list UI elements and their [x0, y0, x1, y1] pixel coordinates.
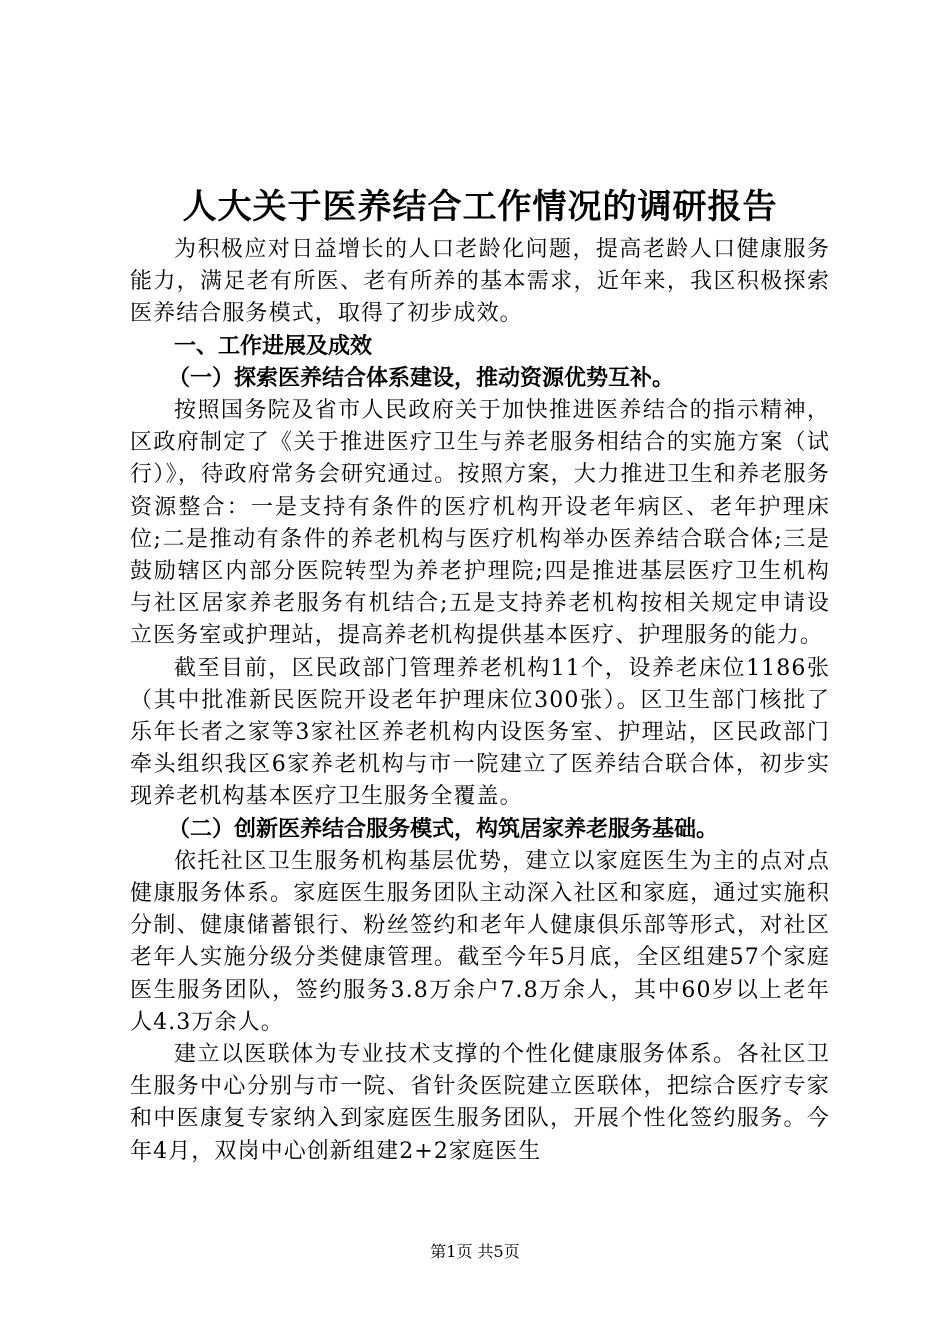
- body-paragraph: 依托社区卫生服务机构基层优势，建立以家庭医生为主的点对点健康服务体系。家庭医生服务团队主动深入社区和家庭，通过实施积分制、健康储蓄银行、粉丝签约和老年人健康俱乐部等形式，对社区老年人实施分级分类健康管理。截至今年5月底，全区组建57个家庭医生服务团队，签约服务3.8万余户7.8万余人，其中60岁以上老年人4.3万余人。: [130, 848, 830, 1035]
- page-footer: 第1页 共5页: [430, 1242, 520, 1261]
- subsection-heading-2: （二）创新医养结合服务模式，构筑居家养老服务基础。: [168, 816, 719, 842]
- document-title: 人大关于医养结合工作情况的调研报告: [182, 187, 778, 227]
- section-heading-1: 一、工作进展及成效: [174, 333, 373, 359]
- subsection-heading-1: （一）探索医养结合体系建设，推动资源优势互补。: [168, 365, 675, 391]
- intro-paragraph: 为积极应对日益增长的人口老龄化问题，提高老龄人口健康服务能力，满足老有所医、老有所养的基本需求，近年来，我区积极探索医养结合服务模式，取得了初步成效。: [130, 237, 830, 327]
- document-page: [130, 182, 830, 1168]
- body-paragraph: 按照国务院及省市人民政府关于加快推进医养结合的指示精神，区政府制定了《关于推进医疗卫生与养老服务相结合的实施方案（试行）》，待政府常务会研究通过。按照方案，大力推进卫生和养老服务资源整合：一是支持有条件的医疗机构开设老年病区、老年护理床位;二是推动有条件的养老机构与医疗机构举办医养结合联合体;三是鼓励辖区内部分医院转型为养老护理院;四是推进基层医疗卫生机构与社区居家养老服务有机结合;五是支持养老机构按相关规定申请设立医务室或护理站，提高养老机构提供基本医疗、护理服务的能力。: [130, 398, 830, 649]
- body-paragraph: 建立以医联体为专业技术支撑的个性化健康服务体系。各社区卫生服务中心分别与市一院、省针灸医院建立医联体，把综合医疗专家和中医康复专家纳入到家庭医生服务团队，开展个性化签约服务。今年4月，双岗中心创新组建2+2家庭医生: [130, 1042, 830, 1164]
- body-paragraph: 截至目前，区民政部门管理养老机构11个，设养老床位1186张（其中批准新民医院开设老年护理床位300张）。区卫生部门核批了乐年长者之家等3家社区养老机构内设医务室、护理站，区民政部门牵头组织我区6家养老机构与市一院建立了医养结合联合体，初步实现养老机构基本医疗卫生服务全覆盖。: [130, 655, 830, 810]
